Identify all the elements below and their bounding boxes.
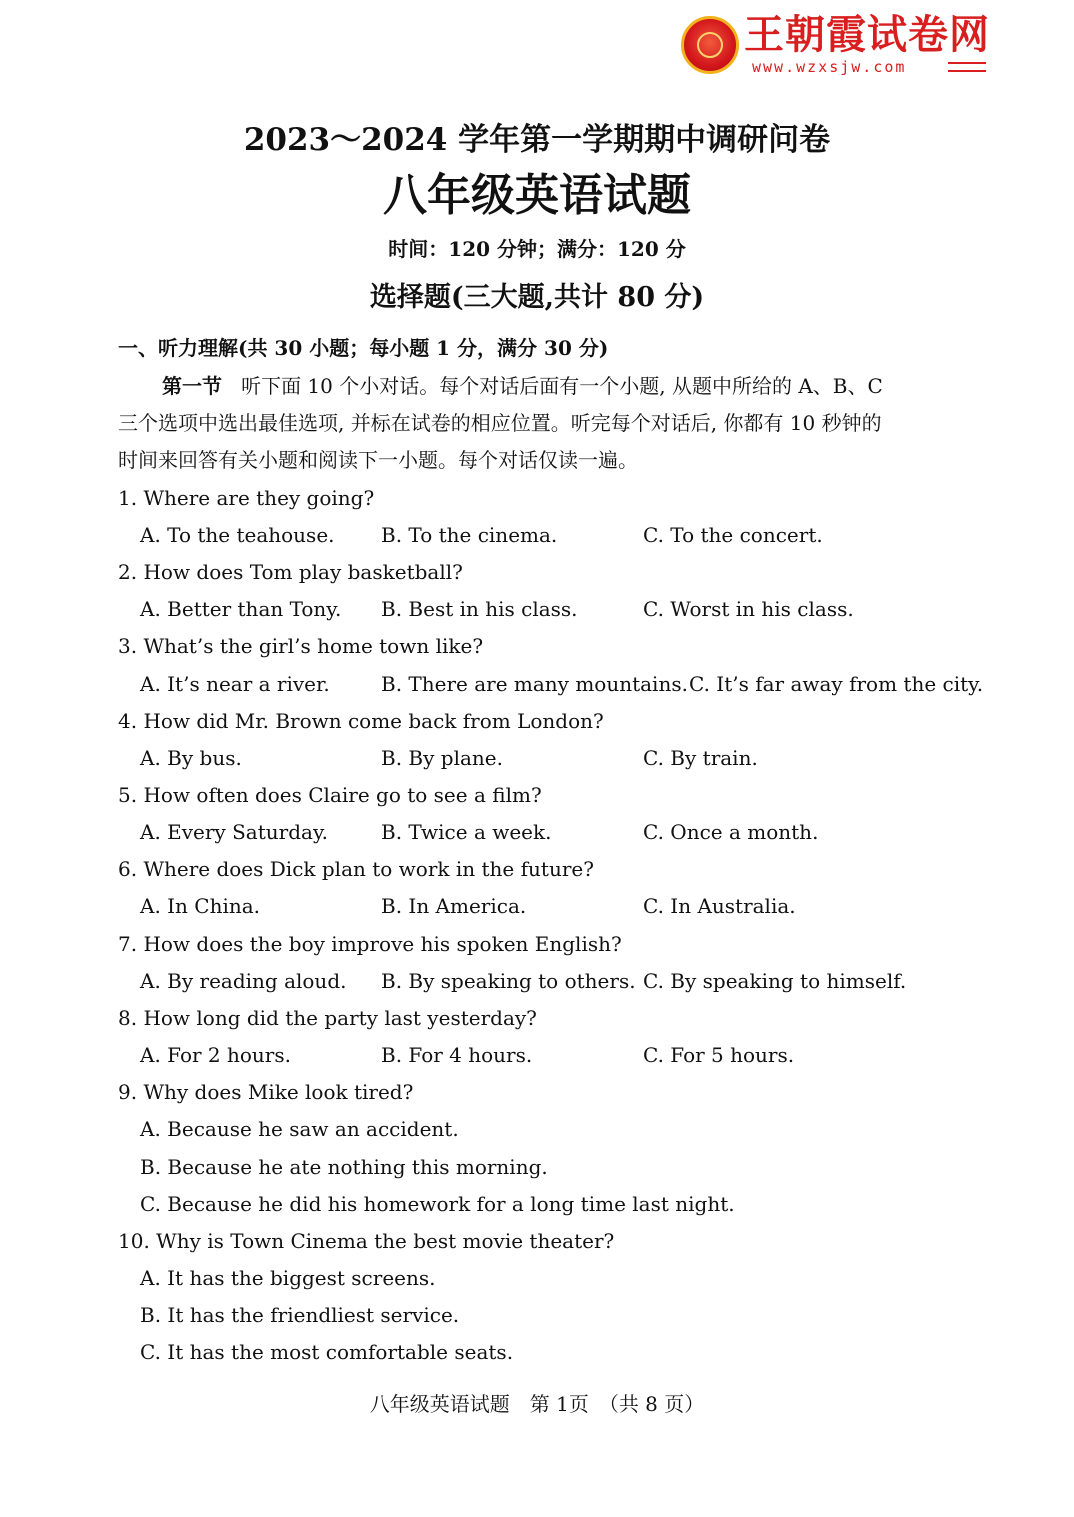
instruction-text: 听下面 10 个小对话。每个对话后面有一个小题, 从题中所给的 A、B、C: [241, 374, 883, 398]
section-title: 选择题(三大题,共计 80 分): [369, 282, 705, 313]
option-b: B. It has the friendliest service.: [140, 1303, 460, 1327]
option-b: B. In America.: [381, 894, 527, 918]
option-a: A. It’s near a river.: [140, 672, 330, 696]
option-b: B. Best in his class.: [381, 597, 578, 621]
option-a: A. In China.: [140, 894, 261, 918]
seal-icon: [681, 16, 739, 74]
question: 3. What’s the girl’s home town like?: [118, 634, 484, 658]
option-c: C. By speaking to himself.: [643, 969, 907, 993]
option-b: B. For 4 hours.: [381, 1043, 533, 1067]
exam-term-title: 2023～2024 学年第一学期期中调研问卷: [243, 122, 831, 158]
option-a: A. It has the biggest screens.: [140, 1266, 436, 1290]
option-c: C. Once a month.: [643, 820, 819, 844]
option-c: C. To the concert.: [643, 523, 823, 547]
question: 9. Why does Mike look tired?: [118, 1080, 414, 1104]
option-c: C. It has the most comfortable seats.: [140, 1340, 514, 1364]
sub-section-label: 第一节: [162, 374, 222, 398]
instruction-line-2: 三个选项中选出最佳选项, 并标在试卷的相应位置。听完每个对话后, 你都有 10 秒钟的: [118, 411, 882, 435]
exam-time-score: 时间：120 分钟；满分：120 分: [388, 237, 686, 261]
question: 7. How does the boy improve his spoken English?: [118, 932, 622, 956]
question: 1. Where are they going?: [118, 486, 375, 510]
question: 2. How does Tom play basketball?: [118, 560, 463, 584]
option-b: B. To the cinema.: [381, 523, 558, 547]
page-footer: 八年级英语试题 第 1页 （共 8 页）: [369, 1392, 705, 1416]
part-heading: 一、听力理解(共 30 小题；每小题 1 分，满分 30 分): [118, 336, 609, 360]
option-b: B. By speaking to others.: [381, 969, 636, 993]
option-b: B. Twice a week.: [381, 820, 552, 844]
option-c: C. Because he did his homework for a long time last night.: [140, 1192, 735, 1216]
option-a: A. To the teahouse.: [140, 523, 335, 547]
option-a: A. Every Saturday.: [140, 820, 328, 844]
exam-title: 八年级英语试题: [383, 170, 691, 221]
question: 4. How did Mr. Brown come back from London?: [118, 709, 604, 733]
option-c: C. Worst in his class.: [643, 597, 854, 621]
option-c: C. It’s far away from the city.: [689, 672, 984, 696]
option-c: C. In Australia.: [643, 894, 796, 918]
site-logo: [678, 10, 998, 76]
instruction-line-1: [162, 372, 883, 400]
instruction-line-3: 时间来回答有关小题和阅读下一小题。每个对话仅读一遍。: [118, 448, 638, 472]
option-a: A. Better than Tony.: [140, 597, 342, 621]
question: 10. Why is Town Cinema the best movie theater?: [118, 1229, 615, 1253]
option-b: B. There are many mountains.: [381, 672, 688, 696]
option-a: A. By bus.: [140, 746, 242, 770]
option-c: C. For 5 hours.: [643, 1043, 795, 1067]
wave-icon: [948, 62, 986, 72]
option-b: B. Because he ate nothing this morning.: [140, 1155, 548, 1179]
logo-url: www.wzxsjw.com: [752, 58, 907, 76]
question: 5. How often does Claire go to see a film?: [118, 783, 542, 807]
option-c: C. By train.: [643, 746, 758, 770]
option-a: A. By reading aloud.: [140, 969, 347, 993]
question: 8. How long did the party last yesterday?: [118, 1006, 537, 1030]
option-a: A. Because he saw an accident.: [140, 1117, 459, 1141]
option-a: A. For 2 hours.: [140, 1043, 291, 1067]
option-b: B. By plane.: [381, 746, 503, 770]
question: 6. Where does Dick plan to work in the future?: [118, 857, 594, 881]
logo-name: 王朝霞试卷网: [744, 12, 990, 58]
